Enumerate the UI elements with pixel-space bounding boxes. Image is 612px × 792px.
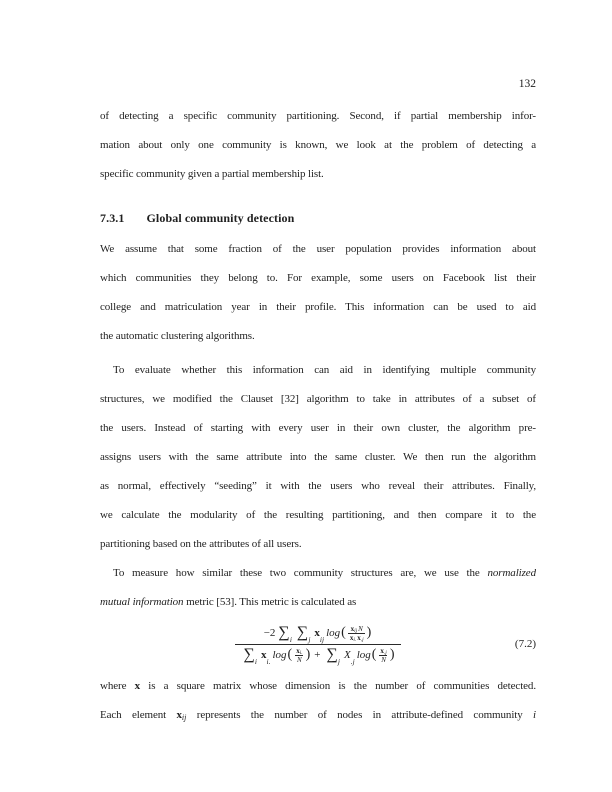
matrix-x: x <box>349 633 354 642</box>
text-segment: the users. Instead of starting with every user in their own cluster, the algorithm pre- <box>100 422 536 434</box>
text-segment: structures, we modified the Clauset [32] algorithm to take in attributes of a subset of <box>100 393 536 405</box>
text-segment: x <box>134 680 141 692</box>
inner-fraction-numerator <box>294 647 303 655</box>
sigma-symbol: ∑ <box>296 624 309 641</box>
matrix-x: x <box>314 627 320 639</box>
right-paren: ) <box>389 647 395 662</box>
text-line <box>100 701 536 730</box>
text-segment: as normal, effectively “seeding” it with the users who reveal their attributes. Finally, <box>100 480 536 492</box>
text-line <box>100 672 536 701</box>
text-block <box>100 0 536 730</box>
text-line <box>100 443 536 472</box>
text-segment: ij <box>181 713 187 722</box>
log-function: log <box>272 649 287 661</box>
subscript: .j <box>360 636 364 643</box>
paragraph-continuation <box>100 102 536 189</box>
subscript: ij <box>319 634 325 644</box>
text-segment: Each element <box>100 709 177 721</box>
subscript: i. <box>299 649 303 656</box>
symbol-X: X <box>343 649 351 661</box>
section-number: 7.3.1 <box>100 211 125 225</box>
text-segment: represents the number of nodes in attribute-defined community <box>186 709 534 721</box>
text-segment: To evaluate whether this information can aid in identifying multiple community <box>113 364 536 376</box>
text-segment: We assume that some fraction of the user population provides information about <box>100 243 536 255</box>
text-segment: mutual information <box>100 596 184 608</box>
sigma-subscript: i <box>289 634 292 644</box>
minus-two: −2 <box>263 627 276 639</box>
matrix-x: x <box>296 646 300 655</box>
equation-number: (7.2) <box>514 638 536 650</box>
text-segment: partitioning based on the attributes of all users. <box>100 538 302 550</box>
text-line <box>100 131 536 160</box>
matrix-x: x <box>380 646 384 655</box>
matrix-x: x <box>260 649 267 661</box>
text-line <box>100 414 536 443</box>
right-paren: ) <box>305 647 311 662</box>
text-line <box>100 235 536 264</box>
text-line <box>100 530 536 559</box>
sigma-subscript: i <box>254 656 257 666</box>
section-title: Global community detection <box>146 211 295 225</box>
equation-block <box>100 620 536 668</box>
text-line <box>100 160 536 189</box>
subscript: i. <box>353 636 357 643</box>
page-number: 132 <box>518 78 536 90</box>
paragraph-where-x <box>100 672 536 730</box>
subscript: .j <box>383 649 387 656</box>
symbol-N: N <box>358 624 363 633</box>
page-content <box>100 0 536 730</box>
plus-sign: + <box>314 649 321 661</box>
equation-numerator <box>259 625 378 644</box>
text-segment: x <box>176 709 182 721</box>
paragraph-to-evaluate <box>100 356 536 559</box>
log-function: log <box>356 649 371 661</box>
matrix-x: x <box>350 624 355 633</box>
inner-fraction <box>378 647 387 664</box>
inner-fraction-numerator <box>378 647 387 655</box>
section-heading <box>100 204 536 233</box>
inner-fraction <box>294 647 303 664</box>
subscript: i. <box>266 656 271 666</box>
text-segment: i <box>533 709 536 721</box>
text-line <box>100 356 536 385</box>
text-segment: assigns users with the same attribute into the same cluster. We then run the algorithm <box>100 451 536 463</box>
subscript: .j <box>350 656 355 666</box>
text-line <box>100 501 536 530</box>
text-line <box>100 472 536 501</box>
text-line <box>100 264 536 293</box>
text-segment: specific community given a partial membership list. <box>100 168 324 180</box>
text-segment: mation about only one community is known, we look at the problem of detecting a <box>100 139 536 151</box>
text-segment: of detecting a specific community partitioning. Second, if partial membership infor- <box>100 110 536 122</box>
text-segment: college and matriculation year in their profile. This information can be used to aid <box>100 301 536 313</box>
inner-fraction-numerator <box>349 625 364 633</box>
text-segment: we calculate the modularity of the resulting partitioning, and then compare it to the <box>100 509 536 521</box>
left-paren: ( <box>341 625 346 640</box>
text-line <box>100 102 536 131</box>
log-function: log <box>326 627 341 639</box>
paragraph-we-assume <box>100 235 536 351</box>
sigma-symbol: ∑ <box>243 646 255 663</box>
paragraph-to-measure <box>100 559 536 617</box>
sigma-symbol: ∑ <box>326 646 338 663</box>
matrix-x: x <box>357 633 361 642</box>
subscript: ij <box>354 627 358 634</box>
equation-denominator <box>235 644 400 664</box>
text-segment: metric [53]. This metric is calculated as <box>183 596 357 608</box>
text-line <box>100 588 536 617</box>
text-line <box>100 559 536 588</box>
text-line <box>100 322 536 351</box>
right-paren: ) <box>366 625 372 640</box>
text-line <box>100 385 536 414</box>
left-paren: ( <box>287 647 293 662</box>
equation-fraction <box>235 625 400 664</box>
symbol-N: N <box>381 655 386 664</box>
text-segment: where <box>100 680 135 692</box>
text-segment: To measure how similar these two community structures are, we use the <box>113 567 488 579</box>
symbol-N: N <box>297 655 302 664</box>
sigma-subscript: j <box>308 634 311 644</box>
text-line <box>100 293 536 322</box>
inner-fraction <box>348 625 365 642</box>
text-segment: the automatic clustering algorithms. <box>100 330 255 342</box>
left-paren: ( <box>371 647 377 662</box>
text-segment: which communities they belong to. For example, some users on Facebook list their <box>100 272 536 284</box>
text-segment: normalized <box>487 567 536 579</box>
sigma-subscript: j <box>337 656 340 666</box>
text-segment: is a square matrix whose dimension is the number of communities detected. <box>140 680 536 692</box>
sigma-symbol: ∑ <box>278 624 290 641</box>
